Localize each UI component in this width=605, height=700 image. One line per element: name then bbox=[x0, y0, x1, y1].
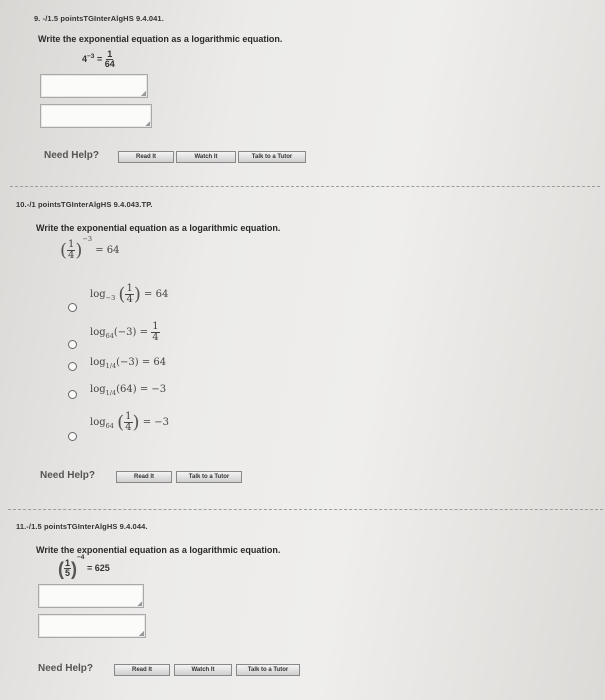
log-label: log bbox=[90, 417, 106, 428]
option-fraction: $\frac{1}{4}$ bbox=[125, 411, 132, 433]
log-base: 64 bbox=[105, 422, 114, 430]
section-divider bbox=[10, 186, 600, 187]
resize-handle-icon bbox=[139, 631, 144, 636]
question-11-answer-input-2[interactable] bbox=[38, 614, 146, 638]
question-11-equation: ( $\frac{1}{5}$ )$^{-4}$ = 625 bbox=[58, 553, 110, 579]
question-11-talk-to-tutor-button[interactable]: Talk to a Tutor bbox=[236, 664, 300, 676]
equation-base: 4 bbox=[82, 53, 88, 64]
question-10-equation: ( $\frac{1}{4}$ )$^{-3}$ = 64 bbox=[60, 234, 120, 261]
resize-handle-icon bbox=[137, 601, 142, 606]
question-11-prompt: Write the exponential equation as a logarithmic equation. bbox=[36, 545, 281, 555]
question-10-need-help-label: Need Help? bbox=[40, 470, 96, 481]
question-9-prompt: Write the exponential equation as a logarithmic equation. bbox=[38, 34, 283, 44]
equation-rhs: = 625 bbox=[86, 562, 110, 573]
question-10-option-5-radio[interactable] bbox=[68, 432, 77, 441]
question-10-read-it-button[interactable]: Read It bbox=[116, 471, 172, 483]
equation-rhs: = 64 bbox=[95, 245, 120, 256]
log-argument: (−3) = 64 bbox=[116, 357, 167, 368]
equation-equals: = bbox=[96, 53, 103, 64]
equation-fraction bbox=[64, 559, 71, 578]
question-11-answer-input-1[interactable] bbox=[38, 584, 144, 608]
equation-exponent: −4 bbox=[77, 553, 85, 561]
log-label: log bbox=[90, 384, 106, 395]
question-10-option-5[interactable]: $\log_{64}$ ( $\frac{1}{4}$ ) = −3 bbox=[90, 411, 170, 433]
question-9-header: 9. -/1.5 pointsTGInterAlgHS 9.4.041. bbox=[34, 14, 164, 23]
log-label: log bbox=[90, 357, 106, 368]
question-9-answer-input-1[interactable] bbox=[40, 74, 148, 98]
log-argument: (−3) bbox=[113, 327, 137, 338]
equation-fraction bbox=[105, 50, 115, 69]
fraction-numerator: 1 bbox=[68, 239, 75, 250]
option-rhs: = −3 bbox=[142, 417, 170, 428]
question-9-read-it-button[interactable]: Read It bbox=[118, 151, 174, 163]
option-fraction: $\frac{1}{4}$ bbox=[152, 321, 159, 343]
fraction-numerator: 1 bbox=[65, 558, 71, 568]
question-10-option-1[interactable]: $\log_{-3}$ ( $\frac{1}{4}$ ) = 64 bbox=[90, 283, 169, 305]
fraction-denominator: 4 bbox=[68, 250, 75, 261]
option-fraction: $\frac{1}{4}$ bbox=[126, 283, 133, 305]
question-10-option-1-radio[interactable] bbox=[68, 303, 77, 312]
fraction-numerator: 1 bbox=[107, 49, 113, 59]
question-10-option-3-radio[interactable] bbox=[68, 362, 77, 371]
question-11-read-it-button[interactable]: Read It bbox=[114, 664, 170, 676]
question-10-option-2-radio[interactable] bbox=[68, 340, 77, 349]
question-10-option-2[interactable]: $\log_{64}(-3)$ = $\frac{1}{4}$ bbox=[90, 321, 159, 343]
fraction-denominator: 5 bbox=[65, 568, 71, 578]
question-11-need-help-label: Need Help? bbox=[38, 663, 94, 674]
equation-exponent: −3 bbox=[82, 234, 93, 243]
log-base: 64 bbox=[105, 332, 114, 340]
question-10-option-3[interactable]: $\log_{1/4}(-3) = 64$ bbox=[90, 357, 167, 370]
question-11-watch-it-button[interactable]: Watch It bbox=[174, 664, 232, 676]
log-base: −3 bbox=[105, 294, 116, 302]
equation-exponent: −3 bbox=[87, 52, 95, 60]
question-9-equation bbox=[82, 50, 115, 69]
question-10-option-4[interactable]: $\log_{1/4}(64) = -3$ bbox=[90, 384, 167, 397]
fraction-denominator: 64 bbox=[104, 59, 115, 69]
question-9-watch-it-button[interactable]: Watch It bbox=[176, 151, 236, 163]
question-9-need-help-label: Need Help? bbox=[44, 150, 100, 161]
equation-fraction bbox=[67, 240, 75, 261]
option-rhs: = 64 bbox=[144, 289, 169, 300]
section-divider bbox=[8, 509, 603, 510]
question-10-header: 10.-/1 pointsTGInterAlgHS 9.4.043.TP. bbox=[16, 200, 153, 209]
question-9-talk-to-tutor-button[interactable]: Talk to a Tutor bbox=[238, 151, 306, 163]
question-10-prompt: Write the exponential equation as a logarithmic equation. bbox=[36, 223, 281, 233]
question-10-talk-to-tutor-button[interactable]: Talk to a Tutor bbox=[176, 471, 242, 483]
question-10-option-4-radio[interactable] bbox=[68, 390, 77, 399]
log-label: log bbox=[90, 327, 106, 338]
resize-handle-icon bbox=[145, 121, 150, 126]
log-label: log bbox=[90, 289, 106, 300]
resize-handle-icon bbox=[141, 91, 146, 96]
log-argument: (64) = −3 bbox=[116, 384, 167, 395]
question-9-answer-input-2[interactable] bbox=[40, 104, 152, 128]
question-11-header: 11.-/1.5 pointsTGInterAlgHS 9.4.044. bbox=[16, 522, 148, 531]
